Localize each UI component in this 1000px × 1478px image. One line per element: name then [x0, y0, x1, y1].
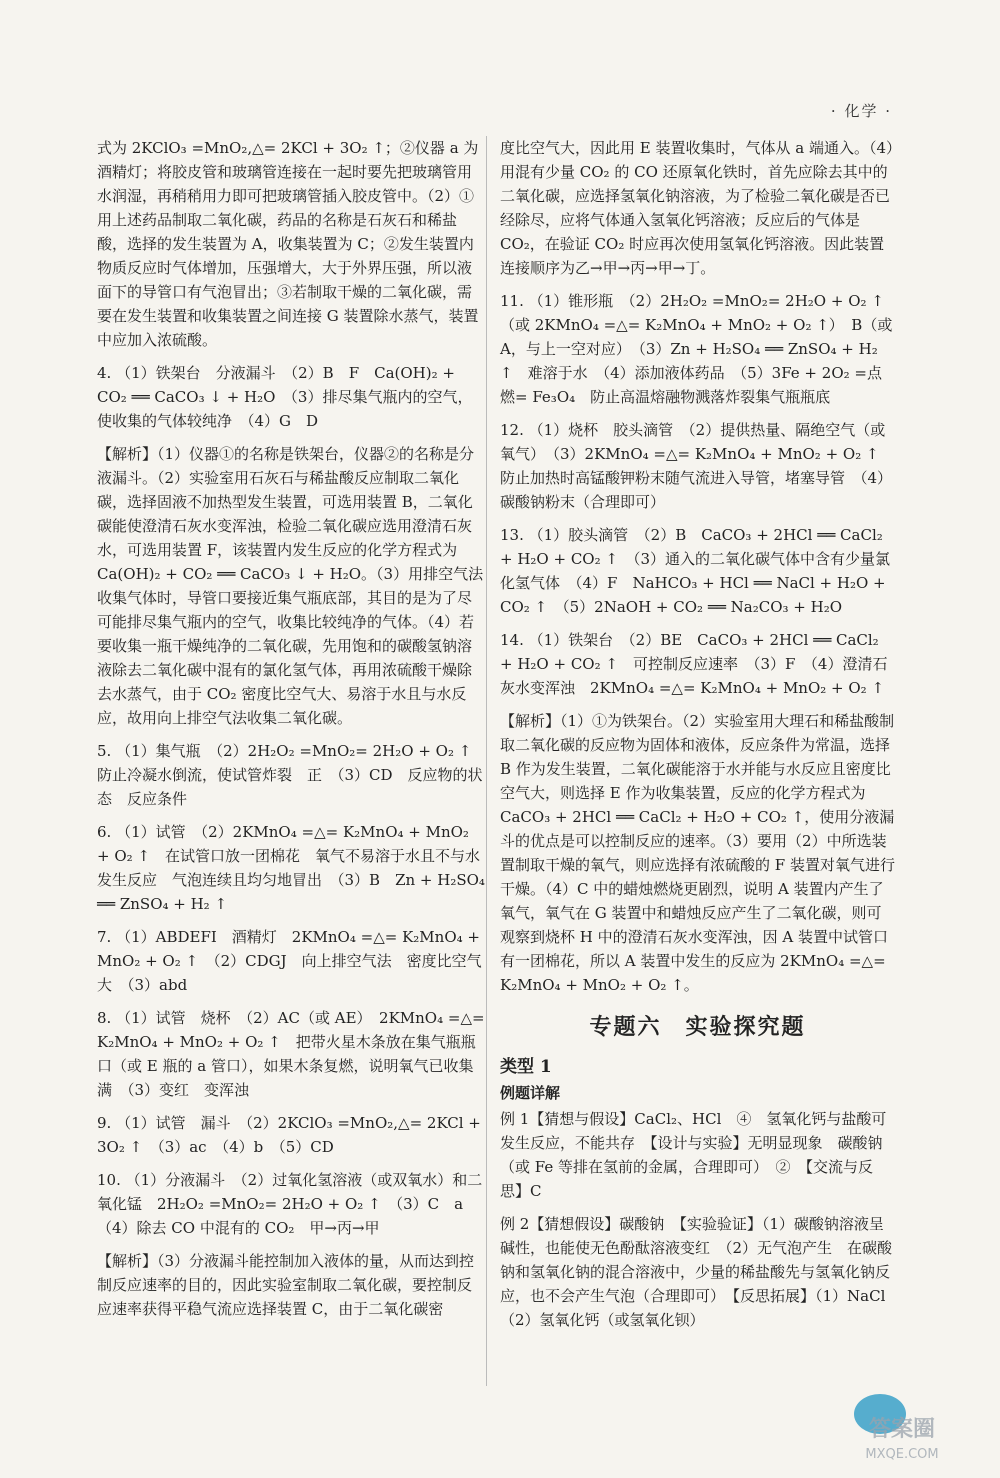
- answer-14: 14. （1）铁架台 （2）BE CaCO₃ + 2HCl ══ CaCl₂ + H₂O + CO₂ ↑ 可控制反应速率 （3）F （4）澄清石灰水变浑浊 2KMnO₄ =△= K₂MnO₄ + MnO₂ + O₂ ↑: [500, 631, 888, 697]
- watermark-url: MXQE.COM: [865, 1447, 939, 1462]
- answer-13: 13. （1）胶头滴管 （2）B CaCO₃ + 2HCl ══ CaCl₂ + H₂O + CO₂ ↑ （3）通入的二氧化碳气体中含有少量氯化氢气体 （4）F NaHCO₃ + HCl ══ NaCl + H₂O + CO₂ ↑ （5）2NaOH + CO₂ ══ Na₂CO₃ + H₂O: [500, 526, 891, 616]
- answer-7: 7. （1）ABDEFI 酒精灯 2KMnO₄ =△= K₂MnO₄ + MnO₂ + O₂ ↑ （2）CDGJ 向上排空气法 密度比空气大 （3）abd: [97, 928, 482, 994]
- column-divider: [486, 136, 487, 1386]
- answer-10: 10. （1）分液漏斗 （2）过氧化氢溶液（或双氧水）和二氧化锰 2H₂O₂ =MnO₂= 2H₂O + O₂ ↑ （3）C a （4）除去 CO 中混有的 CO₂ 甲→丙→甲: [97, 1171, 483, 1237]
- answer-5: 5. （1）集气瓶 （2）2H₂O₂ =MnO₂= 2H₂O + O₂ ↑ 防止冷凝水倒流，使试管炸裂 正 （3）CD 反应物的状态 反应条件: [97, 742, 487, 808]
- analysis-14: 【解析】（1）①为铁架台。（2）实验室用大理石和稀盐酸制取二氧化碳的反应物为固体和液体，反应条件为常温，选择 B 作为发生装置，二氧化碳能溶于水并能与水反应且密度比空气大，则选择 E 作为收集装置，反应的化学方程式为 CaCO₃ + 2HCl ══ CaCl₂ + H₂O + CO₂ ↑，使用分液漏斗的优点是可以控制反应的速率。（3）要用（2）中所选装置制取干燥的氧气，则应选择有浓硫酸的 F 装置对氧气进行干燥。（4）C 中的蜡烛燃烧更剧烈，说明 A 装置内产生了氧气，氧气在 G 装置中和蜡烛反应产生了二氧化碳，则可观察到烧杯 H 中的澄清石灰水变浑浊，因 A 装置中试管口有一团棉花，所以 A 装置中发生的反应为 2KMnO₄ =△= K₂MnO₄ + MnO₂ + O₂ ↑。: [500, 712, 895, 994]
- answer-3-cont: 式为 2KClO₃ =MnO₂,△= 2KCl + 3O₂ ↑；②仪器 a 为酒精灯；将胶皮管和玻璃管连接在一起时要先把玻璃管用水润湿，再稍稍用力即可把玻璃管插入胶皮管中。（2）①用上述药品制取二氧化碳，药品的名称是石灰石和稀盐酸，选择的发生装置为 A，收集装置为 C；②发生装置内物质反应时气体增加，压强增大，大于外界压强，所以液面下的导管口有气泡冒出；③若制取干燥的二氧化碳，需要在发生装置和收集装置之间连接 G 装置除水蒸气，装置中应加入浓硫酸。: [97, 139, 479, 349]
- answer-12: 12. （1）烧杯 胶头滴管 （2）提供热量、隔绝空气（或氧气） （3）2KMnO₄ =△= K₂MnO₄ + MnO₂ + O₂ ↑ 防止加热时高锰酸钾粉末随气流进入导管，堵塞导管 （4）碳酸钠粉末（合理即可）: [500, 421, 894, 511]
- watermark-logo-icon: [840, 1386, 960, 1466]
- section-title: 专题六 实验探究题: [589, 1014, 806, 1040]
- example-1: 例 1【猜想与假设】CaCl₂、HCl ④ 氢氧化钙与盐酸可发生反应，不能共存 【设计与实验】无明显现象 碳酸钠（或 Fe 等排在氢前的金属，合理即可） ② 【交流与反思】C: [500, 1110, 887, 1200]
- example-2: 例 2【猜想假设】碳酸钠 【实验验证】（1）碳酸钠溶液呈碱性，也能使无色酚酞溶液变红 （2）无气泡产生 在碳酸钠和氢氧化钠的混合溶液中，少量的稀盐酸先与氢氧化钠反应，也不会产生气泡（合理即可） 【反思拓展】（1）NaCl （2）氢氧化钙（或氢氧化钡）: [500, 1215, 901, 1329]
- watermark-text: 答案圈: [868, 1417, 936, 1442]
- answer-4: 4. （1）铁架台 分液漏斗 （2）B F Ca(OH)₂ + CO₂ ══ CaCO₃ ↓ + H₂O （3）排尽集气瓶内的空气，使收集的气体较纯净 （4）G D: [97, 364, 473, 430]
- answer-9: 9. （1）试管 漏斗 （2）2KClO₃ =MnO₂,△= 2KCl + 3O₂ ↑ （3）ac （4）b （5）CD: [97, 1114, 481, 1156]
- answer-8: 8. （1）试管 烧杯 （2）AC（或 AE） 2KMnO₄ =△= K₂MnO₄ + MnO₂ + O₂ ↑ 把带火星木条放在集气瓶瓶口（或 E 瓶的 a 管口），如果木条复燃，说明氧气已收集满 （3）变红 变浑浊: [97, 1009, 485, 1099]
- analysis-10: 【解析】（3）分液漏斗能控制加入液体的量，从而达到控制反应速率的目的，因此实验室制取二氧化碳，要控制反应速率获得平稳气流应选择装置 C，由于二氧化碳密: [97, 1252, 475, 1318]
- sub-heading: 例题详解: [500, 1084, 561, 1102]
- subject-header: · 化学 ·: [830, 102, 892, 120]
- analysis-4: 【解析】（1）仪器①的名称是铁架台，仪器②的名称是分液漏斗。（2）实验室用石灰石与稀盐酸反应制取二氧化碳，选择固液不加热型发生装置，可选用装置 B，二氧化碳能使澄清石灰水变浑浊，检验二氧化碳应选用澄清石灰水，可选用装置 F，该装置内发生反应的化学方程式为 Ca(OH)₂ + CO₂ ══ CaCO₃ ↓ + H₂O。（3）用排空气法收集气体时，导管口要接近集气瓶底部，其目的是为了尽可能排尽集气瓶内的空气，收集比较纯净的气体。（4）若要收集一瓶干燥纯净的二氧化碳，先用饱和的碳酸氢钠溶液除去二氧化碳中混有的氯化氢气体，再用浓硫酸干燥除去水蒸气，由于 CO₂ 密度比空气大、易溶于水且与水反应，故用向上排空气法收集二氧化碳。: [97, 445, 484, 727]
- answer-6: 6. （1）试管 （2）2KMnO₄ =△= K₂MnO₄ + MnO₂ + O₂ ↑ 在试管口放一团棉花 氧气不易溶于水且不与水发生反应 气泡连续且均匀地冒出 （3）B Zn + H₂SO₄ ══ ZnSO₄ + H₂ ↑: [97, 823, 485, 913]
- type-heading: 类型 1: [500, 1057, 552, 1077]
- analysis-10-cont: 度比空气大，因此用 E 装置收集时，气体从 a 端通入。（4）用混有少量 CO₂ 的 CO 还原氧化铁时，首先应除去其中的二氧化碳，应选择氢氧化钠溶液，为了检验二氧化碳是否已经除尽，应将气体通入氢氧化钙溶液；反应后的气体是 CO₂，在验证 CO₂ 时应再次使用氢氧化钙溶液。因此装置连接顺序为乙→甲→丙→甲→丁。: [500, 139, 894, 277]
- answer-11: 11. （1）锥形瓶 （2）2H₂O₂ =MnO₂= 2H₂O + O₂ ↑（或 2KMnO₄ =△= K₂MnO₄ + MnO₂ + O₂ ↑） B（或 A，与上一空对应） （3）Zn + H₂SO₄ ══ ZnSO₄ + H₂ ↑ 难溶于水 （4）添加液体药品 （5）3Fe + 2O₂ =点燃= Fe₃O₄ 防止高温熔融物溅落炸裂集气瓶瓶底: [500, 292, 893, 406]
- right-column: [500, 136, 901, 1341]
- left-column: [97, 136, 485, 1330]
